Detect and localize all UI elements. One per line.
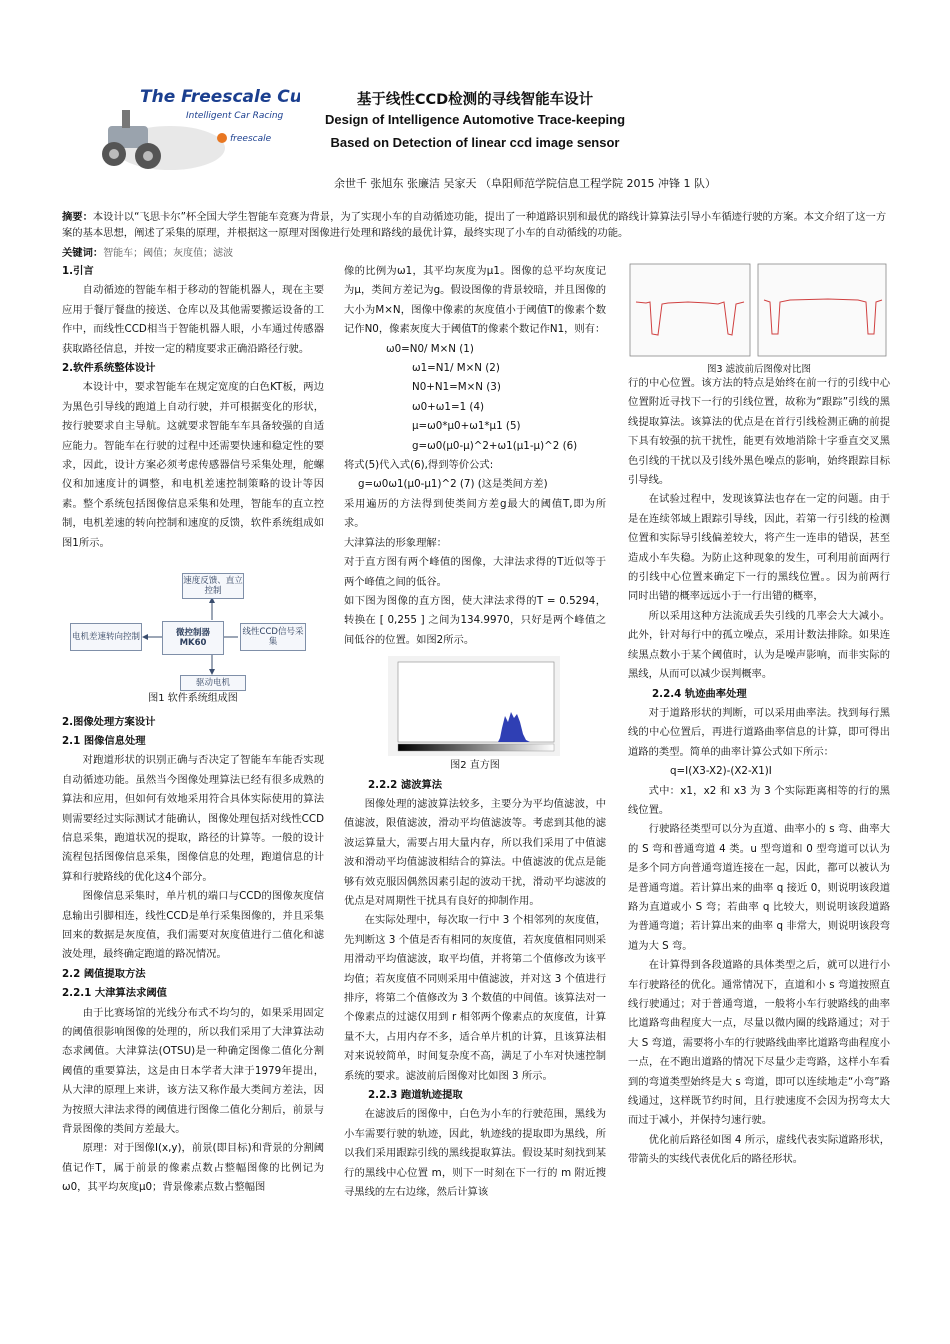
- figure-1-system-diagram: [62, 573, 324, 689]
- paragraph: 对于直方图有两个峰值的图像，大津法求得的T近似等于两个峰值之间的低谷。: [344, 556, 606, 588]
- paragraph: 图像处理的滤波算法较多，主要分为平均值滤波，中值滤波，限值滤波，滑动平均值滤波等。考虑到其他的滤波运算量大，需要占用大量内存，所以我们采用了中值滤波和滑动平均值滤波相结合的算法。中值滤波的优点是能够有效克服因偶然因素引起的波动干扰，滑动平均滤波的优点是对周期性干扰具有良好的抑制作用。: [344, 797, 606, 907]
- paragraph: 图像信息采集时，单片机的端口与CCD的图像灰度信息输出引脚相连，线性CCD是单行采集图像的，并且采集回来的数据是灰度值，我们需要对灰度值进行二值化和滤波处理，最终确定跑道的路况情况。: [62, 890, 324, 961]
- paragraph: 行的中心位置。该方法的特点是始终在前一行的引线中心位置附近寻找下一行的引线位置，故称为“跟踪”引线的黑线提取算法。该算法的优点是在首行引线检测正确的前提下具有较强的抗干扰性，能更有效地消除十字垂直交叉黑色引线的干扰以及引线外黑色噪点的影响，始终跟踪目标引导线。: [628, 377, 890, 487]
- column-2: [344, 262, 606, 1202]
- equation-4: ω0+ω1=1 (4): [412, 400, 485, 413]
- keywords-label: 关键词：: [62, 247, 104, 259]
- heading-6: 2.2.1 大津算法求阈值: [62, 987, 167, 1000]
- keywords-value: 智能车；阈值；灰度值；滤波: [103, 248, 234, 259]
- title-en-line2: Based on Detection of linear ccd image sensor: [330, 135, 620, 150]
- paragraph: 在滤波后的图像中，白色为小车的行驶范围，黑线为小车需要行驶的轨迹，因此，轨迹线的提取即为黑线，所以我们采用跟踪引线的黑线提取算法。假设某时刻找到某行的黑线中心位置 m，则下一时刻在下一行的 m 附近搜寻黑线的左右边缘，然后计算该: [344, 1108, 606, 1199]
- paragraph: 优化前后路径如图 4 所示，虚线代表实际道路形状，带箭头的实线代表优化后的路径形状。: [628, 1133, 890, 1166]
- paragraph: 对跑道形状的识别正确与否决定了智能车车能否实现自动循迹功能。虽然当今图像处理算法已经有很多成熟的算法和应用，但如何有效地采用符合具体实际使用的算法则需要经过实际测试才能确认，图像处理包括对线性CCD信息采集，跑道状况的提取，路径的计算等。一般的设计流程包括图像信息采集，图像信息的处理，跑道信息的计算和行驶路线的优化这4个部分。: [62, 754, 324, 883]
- paragraph: 式中：x1，x2 和 x3 为 3 个实际距离相等的行的黑线位置。: [628, 784, 890, 816]
- authors: 余世千 张旭东 张廉洁 吴家天 （阜阳师范学院信息工程学院 2015 冲锋 1 队）: [334, 177, 716, 190]
- motor-diff-box: 电机差速转向控制: [70, 623, 142, 651]
- paragraph: 本设计中，要求智能车在规定宽度的白色KT板，两边为黑色引导线的跑道上自动行驶，并可根据变化的形状，按行驶要求自主导航。这就要求智能车车具备较强的自适应能力。智能车在行驶的过程中还需要快速和稳定性的要求，因此，设计方案必须考虑传感器信号采集处理，舵螺仪和加速度计的调整，和电机差速控制策略的设计等因素。整个系统包括图像信息采集和处理，智能车的直立控制，电机差速的转向控制和速度的反馈，软件系统组成如图1所示。: [62, 381, 324, 549]
- paragraph: 行驶路径类型可以分为直道、曲率小的 s 弯、曲率大的 S 弯和普通弯道 4 类。u 型弯道和 0 型弯道可以认为是多个同方向普通弯道连接在一起，因此，都可以被认为是普通弯道。若计算出来的曲率 q 接近 0，则说明该段道路为直道或小 S 弯；若曲率 q 比较大，则说明该段道路为普通弯道；若计算出来的曲率 q 非常大，则说明该段弯道为大 S 弯。: [628, 823, 890, 952]
- mcu-box: 微控制器MK60: [162, 621, 224, 655]
- ccd-box: 线性CCD信号采集: [240, 623, 306, 651]
- abstract-label: 摘要：: [62, 211, 93, 223]
- drive-motor-box: 驱动电机: [180, 675, 246, 691]
- heading-2-2-2: 2.2.2 滤波算法: [368, 778, 443, 791]
- figure-2-histogram: [388, 656, 560, 756]
- paragraph: 由于比赛场馆的光线分布式不均匀的，如果采用固定的阈值很影响图像的处理的，所以我们采用了大津算法动态求阈值。大津算法(OTSU)是一种确定图像二值化分割阈值的重要算法，这是由日本学者大津于1979年提出，从大津的原理上来讲，该方法又称作最大类间方差法，因为按照大津法求得的阈值进行图像二值化分割后，前景与背景图像的类间方差最大。: [62, 1006, 324, 1136]
- column-3: [628, 374, 890, 1170]
- equation-5: μ=ω0*μ0+ω1*μ1 (5): [412, 420, 521, 433]
- heading-3: 2.图像处理方案设计: [62, 715, 156, 728]
- equation-6: g=ω0(μ0-μ)^2+ω1(μ1-μ)^2 (6): [412, 439, 578, 452]
- paragraph: 所以采用这种方法流成丢失引线的几率会大大减小。此外，针对每行中的孤立噪点，采用计数法排除。如果连续黑点数小于某个阈值时，认为是噪声影响，而非实际的黑线，从而可以减少误判概率。: [628, 609, 890, 681]
- grayscale-bar: [398, 744, 554, 751]
- filter-plots: [628, 262, 890, 362]
- heading-2-2-3: 2.2.3 跑道轨迹提取: [368, 1089, 463, 1102]
- paragraph: 在计算得到各段道路的具体类型之后，就可以进行小车行驶路径的优化。通常情况下，直道和小 s 弯道按照直线行驶通过；对于普通弯道，一般将小车行驶路线的曲率比道路弯曲程度大一点，尽量以微内圈的线路通过；对于大 S 弯道，需要将小车的行驶路线曲率比道路弯曲程度小一点，在不跑出道路的情况下尽量少走弯路，这样小车看到的弯道类型始终是大 s 弯道，即可以连续地走“小弯”路线通过，这样既节约时间，且行驶速度不会因为拐弯太大而过于减小，并保持匀速行驶。: [628, 959, 890, 1127]
- equation-1: ω0=N0/ M×N (1): [386, 342, 474, 355]
- title-cn: 基于线性CCD检测的寻线智能车设计: [356, 92, 594, 108]
- paragraph: 在试验过程中，发现该算法也存在一定的问题。由于是在连续邻域上跟踪引导线，因此，若第一行引线的检测位置和实际导引线偏差较大，将产生一连串的错误，甚至造成小车失稳。为防止这种现象的发生，可利用前面两行的引线中心位置来确定下一行的黑线位置。。因为前两行同时出错的概率远远小于一行出错的概率，: [628, 493, 890, 603]
- paragraph: 将式(5)代入式(6),得到等价公式:: [344, 459, 494, 472]
- freescale-cup-logo: [100, 68, 300, 188]
- equation-7: g=ω0ω1(μ0-μ1)^2 (7) (这是类间方差): [358, 478, 548, 491]
- paragraph: 像的比例为ω1，其平均灰度为μ1。图像的总平均灰度记为μ，类间方差记为g。假设图像的背景较暗，并且图像的大小为M×N，图像中像素的灰度值小于阈值T的像素个数记作N0，像素灰度大于阈值T的像素个数记作N1，则有：: [344, 265, 606, 336]
- abstract: [62, 209, 892, 241]
- heading-4: 2.1 图像信息处理: [62, 734, 146, 747]
- paragraph: 在实际处理中，每次取一行中 3 个相邻列的灰度值，先判断这 3 个值是否有相同的灰度值，若灰度值相同则采用滑动平均值滤波，取平均值，并将第二个值修改为该平均值；若灰度值不同则采用中值滤波，并对这 3 个值进行排序，将第二个值修改为 3 个数值的中间值。该算法对一个像素点的过滤仅用到 r 相邻两个像素点的灰度值，计算量不大，占用内存不多，适合单片机的计算，且该算法相对来说较简单，时间复杂度不高，满足了小车对快速控制系统的要求。滤波前后图像对比如图 3 所示。: [344, 914, 606, 1082]
- logo-brand: freescale: [230, 134, 272, 144]
- figure-1-caption: 图1 软件系统组成图: [148, 693, 238, 705]
- heading-2-2-4: 2.2.4 轨迹曲率处理: [652, 687, 747, 700]
- title-en-line1: Design of Intelligence Automotive Trace-keeping: [324, 112, 626, 127]
- figure-2-caption: 图2 直方图: [450, 760, 500, 772]
- column-1: [62, 262, 324, 1198]
- heading-5: 2.2 阈值提取方法: [62, 967, 146, 980]
- logo-line2: Intelligent Car Racing: [186, 111, 284, 121]
- paragraph: 采用遍历的方法得到使类间方差g最大的阈值T,即为所求。: [344, 497, 606, 530]
- logo-line1: The Freescale Cup: [140, 87, 300, 107]
- heading-2: 2.软件系统整体设计: [62, 362, 156, 375]
- logo-graphic: [100, 68, 300, 188]
- equation-3: N0+N1=M×N (3): [412, 381, 501, 394]
- paragraph: 如下图为图像的直方图，使大津法求得的T = 0.5294，转换在 [ 0,255 ] 之间为134.9970，只好是两个峰值之间低谷的位置。如图2所示。: [344, 594, 606, 646]
- paragraph: 自动循迹的智能车相于移动的智能机器人，现在主要应用于餐厅餐盘的接送、仓库以及其他需要搬运设备的工作中，而线性CCD相当于智能机器人眼，小车通过传感器获取路径信息，并按一定的精度要求正确沿路径行驶。: [62, 284, 324, 355]
- figure-3-caption: 图3 滤波前后图像对比图: [706, 364, 812, 375]
- plot-before-frame: [630, 264, 750, 356]
- histogram-plot: [388, 656, 560, 756]
- paragraph: 对于道路形状的判断，可以采用曲率法。找到每行黑线的中心位置后，再进行道路曲率信息的计算，即可得出道路的类型。简单的曲率计算公式如下所示：: [628, 706, 890, 758]
- paragraph: 大津算法的形象理解：: [344, 536, 447, 549]
- heading-1: 1.引言: [62, 265, 94, 277]
- paragraph: 原理：对于图像I(x,y)，前景(即目标)和背景的分割阈值记作T，属于前景的像素点数占整幅图像的比例记为ω0，其平均灰度μ0；背景像素点数占整幅图: [62, 1142, 324, 1194]
- figure-3-filter-comparison: [628, 262, 890, 362]
- keywords: [62, 246, 892, 261]
- curvature-equation: q=I(X3-X2)-(X2-X1)I: [670, 765, 772, 778]
- freescale-brand-icon: [217, 133, 227, 143]
- speed-feedback-box: 速度反馈、直立控制: [182, 573, 244, 599]
- abstract-text: 本设计以“飞思卡尔”杯全国大学生智能车竞赛为背景，为了实现小车的自动循迹功能，提出了一种道路识别和最优的路线计算算法引导小车循迹行驶的方案。本文介绍了这一方案的基本思想，阐述了采集的原理，并根据这一原理对图像进行处理和路线的最优计算，最终实现了小车的自动循线的功能。: [62, 211, 887, 239]
- equation-2: ω1=N1/ M×N (2): [412, 362, 500, 375]
